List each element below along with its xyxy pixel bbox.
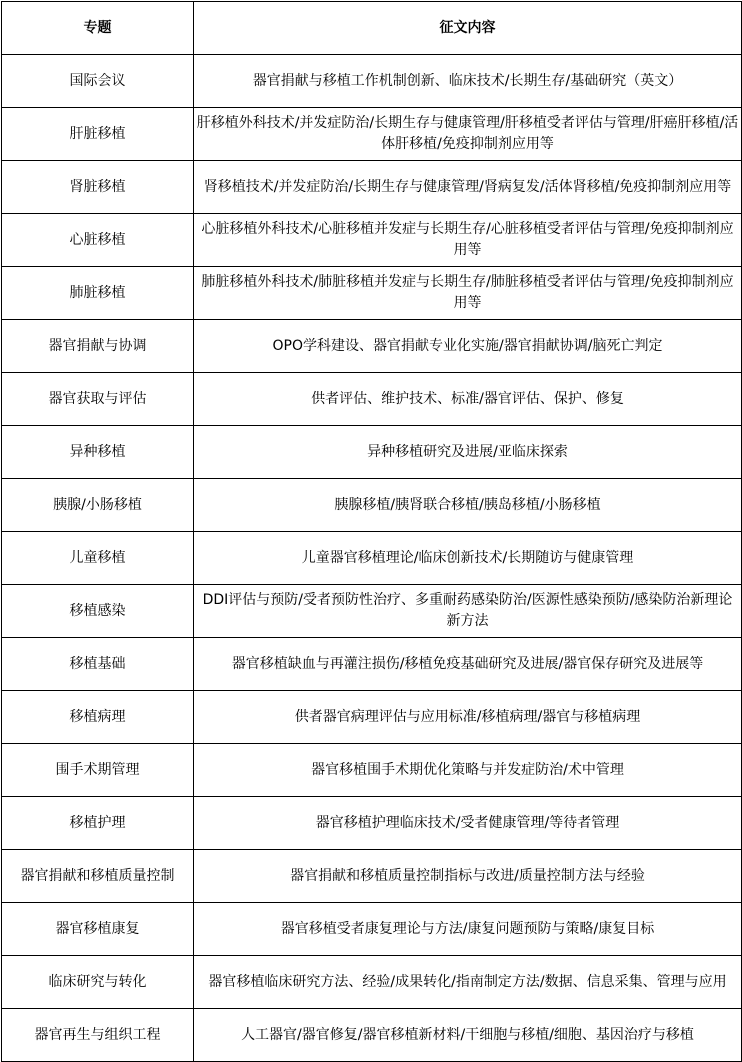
topic-cell: 器官捐献和移植质量控制 bbox=[2, 850, 194, 903]
content-cell: 器官移植围手术期优化策略与并发症防治/术中管理 bbox=[194, 744, 742, 797]
table-row bbox=[2, 532, 742, 585]
content-cell: 人工器官/器官修复/器官移植新材料/干细胞与移植/细胞、基因治疗与移植 bbox=[194, 1009, 742, 1062]
table-row bbox=[2, 1009, 742, 1062]
topic-cell: 国际会议 bbox=[2, 55, 194, 108]
topic-cell: 移植基础 bbox=[2, 638, 194, 691]
content-cell: 心脏移植外科技术/心脏移植并发症与长期生存/心脏移植受者评估与管理/免疫抑制剂应用等 bbox=[194, 214, 742, 267]
topic-cell: 移植感染 bbox=[2, 585, 194, 638]
content-cell: 供者器官病理评估与应用标准/移植病理/器官与移植病理 bbox=[194, 691, 742, 744]
content-cell: 肾移植技术/并发症防治/长期生存与健康管理/肾病复发/活体肾移植/免疫抑制剂应用等 bbox=[194, 161, 742, 214]
content-cell: 胰腺移植/胰肾联合移植/胰岛移植/小肠移植 bbox=[194, 479, 742, 532]
topic-cell: 围手术期管理 bbox=[2, 744, 194, 797]
content-cell: 异种移植研究及进展/亚临床探索 bbox=[194, 426, 742, 479]
topic-cell: 器官捐献与协调 bbox=[2, 320, 194, 373]
table-row bbox=[2, 956, 742, 1009]
content-cell: 器官移植受者康复理论与方法/康复问题预防与策略/康复目标 bbox=[194, 903, 742, 956]
content-cell: 器官捐献与移植工作机制创新、临床技术/长期生存/基础研究（英文） bbox=[194, 55, 742, 108]
table-row bbox=[2, 585, 742, 638]
table-row bbox=[2, 320, 742, 373]
table-row bbox=[2, 426, 742, 479]
topic-cell: 异种移植 bbox=[2, 426, 194, 479]
table-header-row bbox=[2, 2, 742, 55]
table-row bbox=[2, 55, 742, 108]
topics-table bbox=[1, 1, 742, 1062]
content-cell: 肺脏移植外科技术/肺脏移植并发症与长期生存/肺脏移植受者评估与管理/免疫抑制剂应用等 bbox=[194, 267, 742, 320]
topic-cell: 器官再生与组织工程 bbox=[2, 1009, 194, 1062]
table-row bbox=[2, 161, 742, 214]
topic-cell: 器官获取与评估 bbox=[2, 373, 194, 426]
topic-cell: 临床研究与转化 bbox=[2, 956, 194, 1009]
header-topic: 专题 bbox=[2, 2, 194, 55]
table-row bbox=[2, 744, 742, 797]
topic-cell: 心脏移植 bbox=[2, 214, 194, 267]
table-row bbox=[2, 903, 742, 956]
content-cell: 供者评估、维护技术、标准/器官评估、保护、修复 bbox=[194, 373, 742, 426]
topic-cell: 儿童移植 bbox=[2, 532, 194, 585]
content-cell: 儿童器官移植理论/临床创新技术/长期随访与健康管理 bbox=[194, 532, 742, 585]
table-row bbox=[2, 638, 742, 691]
topic-cell: 胰腺/小肠移植 bbox=[2, 479, 194, 532]
content-cell: 器官移植护理临床技术/受者健康管理/等待者管理 bbox=[194, 797, 742, 850]
content-cell: 器官捐献和移植质量控制指标与改进/质量控制方法与经验 bbox=[194, 850, 742, 903]
content-cell: OPO学科建设、器官捐献专业化实施/器官捐献协调/脑死亡判定 bbox=[194, 320, 742, 373]
table-row bbox=[2, 850, 742, 903]
topic-cell: 肾脏移植 bbox=[2, 161, 194, 214]
table-row bbox=[2, 479, 742, 532]
topic-cell: 器官移植康复 bbox=[2, 903, 194, 956]
table-row bbox=[2, 108, 742, 161]
topic-cell: 移植病理 bbox=[2, 691, 194, 744]
table-row bbox=[2, 797, 742, 850]
table-row bbox=[2, 373, 742, 426]
content-cell: 肝移植外科技术/并发症防治/长期生存与健康管理/肝移植受者评估与管理/肝癌肝移植/活体肝移植/免疫抑制剂应用等 bbox=[194, 108, 742, 161]
content-cell: DDI评估与预防/受者预防性治疗、多重耐药感染防治/医源性感染预防/感染防治新理论新方法 bbox=[194, 585, 742, 638]
content-cell: 器官移植缺血与再灌注损伤/移植免疫基础研究及进展/器官保存研究及进展等 bbox=[194, 638, 742, 691]
topic-cell: 移植护理 bbox=[2, 797, 194, 850]
table-row bbox=[2, 691, 742, 744]
table-row bbox=[2, 267, 742, 320]
topic-cell: 肝脏移植 bbox=[2, 108, 194, 161]
table-row bbox=[2, 214, 742, 267]
topic-cell: 肺脏移植 bbox=[2, 267, 194, 320]
header-content: 征文内容 bbox=[194, 2, 742, 55]
content-cell: 器官移植临床研究方法、经验/成果转化/指南制定方法/数据、信息采集、管理与应用 bbox=[194, 956, 742, 1009]
